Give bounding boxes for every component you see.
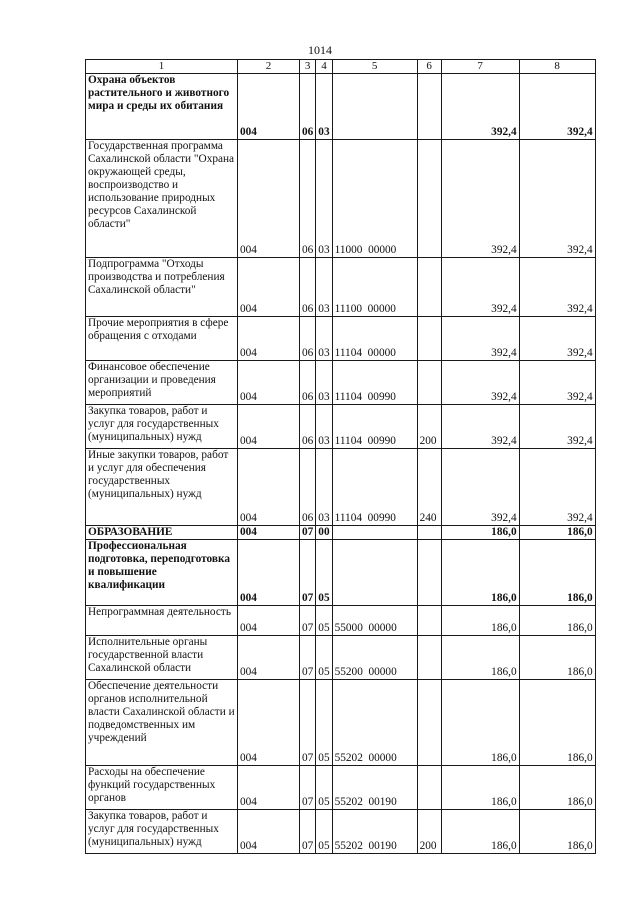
cell-name: Государственная программа Сахалинской области "Охрана окружающей среды, воспроизводство и использование природных ресурсов Сахалинской области": [86, 140, 238, 258]
cell-amount-2: 392,4: [519, 405, 595, 449]
cell-amount-2: 392,4: [519, 140, 595, 258]
cell-section: 07: [300, 636, 316, 680]
cell-amount-1: 392,4: [441, 74, 519, 140]
cell-expense-type: [417, 317, 441, 361]
cell-amount-2: 392,4: [519, 74, 595, 140]
cell-amount-2: 392,4: [519, 361, 595, 405]
cell-admin-code: 004: [238, 258, 300, 317]
cell-section: 06: [300, 405, 316, 449]
cell-subsection: 05: [316, 606, 332, 636]
cell-section: 06: [300, 140, 316, 258]
cell-admin-code: 004: [238, 317, 300, 361]
table-row: [86, 810, 596, 854]
cell-section: 07: [300, 526, 316, 540]
cell-name: Расходы на обеспечение функций государственных органов: [86, 766, 238, 810]
cell-expense-type: [417, 540, 441, 606]
cell-section: 07: [300, 540, 316, 606]
column-header: 4: [316, 60, 332, 74]
cell-program-code: 11104 00990: [332, 449, 417, 526]
cell-section: 06: [300, 74, 316, 140]
cell-admin-code: 004: [238, 606, 300, 636]
table-row: [86, 606, 596, 636]
table-row: [86, 258, 596, 317]
cell-subsection: 05: [316, 540, 332, 606]
cell-section: 06: [300, 258, 316, 317]
cell-expense-type: [417, 680, 441, 766]
cell-name: Обеспечение деятельности органов исполнительной власти Сахалинской области и подведомственных им учреждений: [86, 680, 238, 766]
cell-amount-2: 186,0: [519, 636, 595, 680]
column-header: 1: [86, 60, 238, 74]
cell-program-code: 11104 00000: [332, 317, 417, 361]
cell-amount-1: 392,4: [441, 258, 519, 317]
cell-subsection: 03: [316, 405, 332, 449]
cell-subsection: 05: [316, 636, 332, 680]
cell-admin-code: 004: [238, 766, 300, 810]
cell-admin-code: 004: [238, 140, 300, 258]
cell-name: Иные закупки товаров, работ и услуг для обеспечения государственных (муниципальных) нужд: [86, 449, 238, 526]
cell-amount-1: 186,0: [441, 526, 519, 540]
cell-admin-code: 004: [238, 680, 300, 766]
table-row: [86, 405, 596, 449]
column-header: 3: [300, 60, 316, 74]
column-header: 7: [441, 60, 519, 74]
table-row: [86, 680, 596, 766]
cell-subsection: 05: [316, 810, 332, 854]
cell-name: Исполнительные органы государственной власти Сахалинской области: [86, 636, 238, 680]
column-header: 2: [238, 60, 300, 74]
cell-admin-code: 004: [238, 810, 300, 854]
cell-subsection: 05: [316, 680, 332, 766]
cell-amount-2: 186,0: [519, 766, 595, 810]
cell-amount-1: 186,0: [441, 810, 519, 854]
cell-expense-type: [417, 140, 441, 258]
cell-program-code: 55200 00000: [332, 636, 417, 680]
cell-admin-code: 004: [238, 636, 300, 680]
cell-amount-1: 392,4: [441, 449, 519, 526]
cell-admin-code: 004: [238, 74, 300, 140]
cell-name: Охрана объектов растительного и животного мира и среды их обитания: [86, 74, 238, 140]
cell-name: Подпрограмма "Отходы производства и потребления Сахалинской области": [86, 258, 238, 317]
cell-program-code: 11000 00000: [332, 140, 417, 258]
column-header: 6: [417, 60, 441, 74]
cell-amount-2: 392,4: [519, 258, 595, 317]
cell-section: 07: [300, 680, 316, 766]
cell-subsection: 03: [316, 140, 332, 258]
cell-expense-type: [417, 74, 441, 140]
cell-amount-1: 186,0: [441, 636, 519, 680]
cell-name: ОБРАЗОВАНИЕ: [86, 526, 238, 540]
column-header: 8: [519, 60, 595, 74]
cell-admin-code: 004: [238, 526, 300, 540]
cell-program-code: [332, 540, 417, 606]
page-number: 1014: [308, 43, 332, 57]
cell-program-code: 55202 00190: [332, 766, 417, 810]
cell-expense-type: [417, 766, 441, 810]
cell-expense-type: [417, 361, 441, 405]
cell-amount-2: 186,0: [519, 526, 595, 540]
cell-amount-1: 186,0: [441, 540, 519, 606]
cell-expense-type: 200: [417, 405, 441, 449]
cell-admin-code: 004: [238, 449, 300, 526]
table-row: [86, 140, 596, 258]
column-header: 5: [332, 60, 417, 74]
cell-subsection: 03: [316, 258, 332, 317]
cell-admin-code: 004: [238, 540, 300, 606]
cell-section: 06: [300, 449, 316, 526]
cell-name: Финансовое обеспечение организации и проведения мероприятий: [86, 361, 238, 405]
cell-program-code: 11104 00990: [332, 405, 417, 449]
cell-amount-1: 186,0: [441, 680, 519, 766]
table-row: [86, 317, 596, 361]
cell-program-code: 55000 00000: [332, 606, 417, 636]
table-row: [86, 74, 596, 140]
cell-admin-code: 004: [238, 405, 300, 449]
cell-amount-2: 186,0: [519, 680, 595, 766]
cell-name: Прочие мероприятия в сфере обращения с отходами: [86, 317, 238, 361]
cell-program-code: 11104 00990: [332, 361, 417, 405]
cell-amount-2: 186,0: [519, 606, 595, 636]
cell-expense-type: [417, 258, 441, 317]
cell-amount-1: 392,4: [441, 140, 519, 258]
cell-amount-2: 186,0: [519, 810, 595, 854]
cell-program-code: 55202 00000: [332, 680, 417, 766]
cell-subsection: 03: [316, 449, 332, 526]
cell-expense-type: [417, 636, 441, 680]
cell-amount-1: 392,4: [441, 405, 519, 449]
cell-name: Закупка товаров, работ и услуг для государственных (муниципальных) нужд: [86, 405, 238, 449]
cell-subsection: 03: [316, 74, 332, 140]
cell-name: Непрограммная деятельность: [86, 606, 238, 636]
cell-amount-1: 392,4: [441, 361, 519, 405]
cell-name: Закупка товаров, работ и услуг для государственных (муниципальных) нужд: [86, 810, 238, 854]
table-row: [86, 526, 596, 540]
table-header-row: [86, 60, 596, 74]
cell-amount-2: 392,4: [519, 317, 595, 361]
cell-name: Профессиональная подготовка, переподготовка и повышение квалификации: [86, 540, 238, 606]
cell-subsection: 05: [316, 766, 332, 810]
cell-amount-2: 392,4: [519, 449, 595, 526]
cell-program-code: 11100 00000: [332, 258, 417, 317]
cell-admin-code: 004: [238, 361, 300, 405]
cell-section: 06: [300, 317, 316, 361]
cell-section: 07: [300, 766, 316, 810]
cell-subsection: 00: [316, 526, 332, 540]
cell-amount-2: 186,0: [519, 540, 595, 606]
table-row: [86, 636, 596, 680]
cell-amount-1: 186,0: [441, 766, 519, 810]
cell-program-code: 55202 00190: [332, 810, 417, 854]
cell-section: 07: [300, 606, 316, 636]
table-row: [86, 361, 596, 405]
table-row: [86, 449, 596, 526]
cell-expense-type: 200: [417, 810, 441, 854]
cell-program-code: [332, 526, 417, 540]
table-row: [86, 766, 596, 810]
cell-subsection: 03: [316, 361, 332, 405]
cell-expense-type: [417, 606, 441, 636]
cell-section: 06: [300, 361, 316, 405]
cell-program-code: [332, 74, 417, 140]
table-row: [86, 540, 596, 606]
cell-amount-1: 186,0: [441, 606, 519, 636]
budget-table: [85, 59, 596, 854]
cell-subsection: 03: [316, 317, 332, 361]
cell-amount-1: 392,4: [441, 317, 519, 361]
cell-expense-type: [417, 526, 441, 540]
cell-expense-type: 240: [417, 449, 441, 526]
cell-section: 07: [300, 810, 316, 854]
